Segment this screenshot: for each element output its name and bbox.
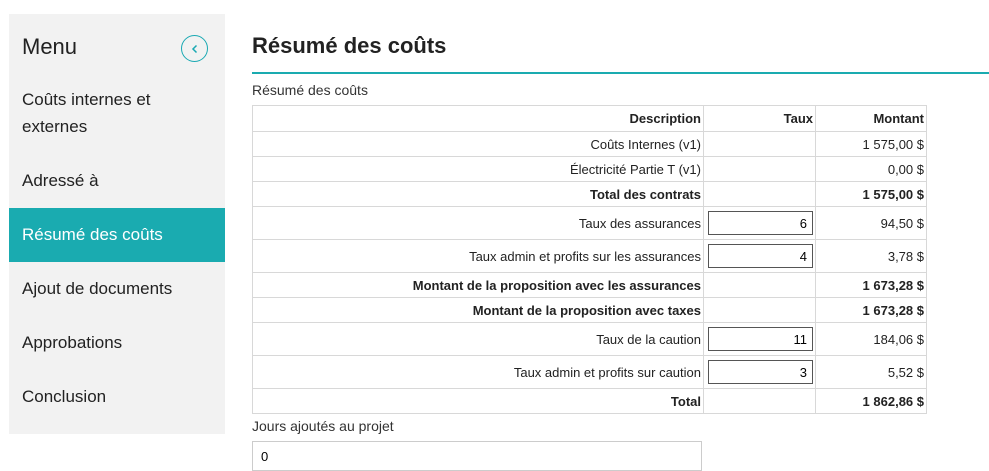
row-rate (704, 356, 816, 389)
row-rate (704, 182, 816, 207)
days-added-input[interactable] (252, 441, 702, 471)
row-amount: 1 673,28 $ (816, 298, 927, 323)
table-row (253, 207, 927, 240)
sidebar-item-label: Résumé des coûts (22, 225, 163, 244)
title-divider (252, 72, 989, 74)
days-added-label: Jours ajoutés au projet (252, 418, 394, 434)
row-description: Montant de la proposition avec les assurances (253, 273, 704, 298)
table-row (253, 273, 927, 298)
table-row (253, 323, 927, 356)
row-description: Montant de la proposition avec taxes (253, 298, 704, 323)
table-row (253, 132, 927, 157)
row-description: Taux admin et profits sur les assurances (253, 240, 704, 273)
row-rate (704, 157, 816, 182)
sidebar-item-internal-external-costs[interactable]: Coûts internes et externes (22, 90, 151, 136)
sidebar-item-conclusion[interactable]: Conclusion (22, 387, 107, 406)
row-rate (704, 298, 816, 323)
row-amount: 5,52 $ (816, 356, 927, 389)
sidebar-item-approvals[interactable]: Approbations (22, 333, 123, 352)
row-amount: 0,00 $ (816, 157, 927, 182)
row-amount: 1 575,00 $ (816, 132, 927, 157)
insurance-admin-rate-input[interactable] (708, 244, 813, 268)
row-amount: 1 575,00 $ (816, 182, 927, 207)
table-row-total (253, 389, 927, 414)
bond-admin-rate-input[interactable] (708, 360, 813, 384)
row-description: Taux de la caution (253, 323, 704, 356)
sidebar-item-cost-summary[interactable] (9, 208, 225, 262)
row-description: Total (253, 389, 704, 414)
row-rate (704, 273, 816, 298)
table-header-row (253, 106, 927, 132)
row-rate (704, 240, 816, 273)
table-row (253, 240, 927, 273)
table-row (253, 298, 927, 323)
sidebar-item-add-documents[interactable]: Ajout de documents (22, 279, 173, 298)
sidebar (9, 14, 225, 434)
row-rate (704, 323, 816, 356)
row-amount: 184,06 $ (816, 323, 927, 356)
page-title: Résumé des coûts (252, 33, 447, 58)
row-amount: 1 673,28 $ (816, 273, 927, 298)
table-row (253, 157, 927, 182)
column-header-description: Description (253, 106, 704, 132)
row-amount: 94,50 $ (816, 207, 927, 240)
section-label: Résumé des coûts (252, 82, 368, 98)
row-description: Coûts Internes (v1) (253, 132, 704, 157)
table-row (253, 356, 927, 389)
menu-title: Menu (22, 34, 78, 59)
insurance-rate-input[interactable] (708, 211, 813, 235)
row-amount: 1 862,86 $ (816, 389, 927, 414)
sidebar-item-addressed-to[interactable]: Adressé à (22, 171, 99, 190)
row-description: Électricité Partie T (v1) (253, 157, 704, 182)
bond-rate-input[interactable] (708, 327, 813, 351)
row-amount: 3,78 $ (816, 240, 927, 273)
row-rate (704, 207, 816, 240)
row-description: Taux admin et profits sur caution (253, 356, 704, 389)
row-description: Total des contrats (253, 182, 704, 207)
column-header-amount: Montant (816, 106, 927, 132)
table-row-total-contracts (253, 182, 927, 207)
column-header-rate: Taux (704, 106, 816, 132)
row-rate (704, 132, 816, 157)
row-rate (704, 389, 816, 414)
row-description: Taux des assurances (253, 207, 704, 240)
collapse-sidebar-button[interactable] (181, 35, 208, 62)
chevron-left-icon (190, 44, 200, 54)
cost-summary-table (252, 105, 927, 414)
